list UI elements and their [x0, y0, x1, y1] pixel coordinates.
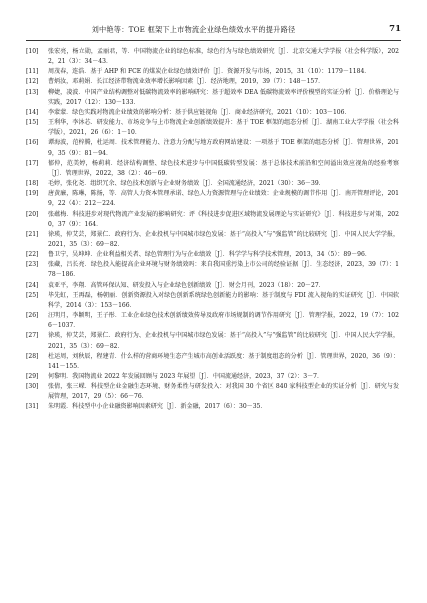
header-rule [26, 40, 401, 41]
reference-text: 袁亚平，李翔．高管环保认知、研发投入与企业绿色创新绩效［J］．财会月刊，2023（18）：20－27． [48, 281, 325, 289]
reference-entry [26, 118, 399, 138]
reference-number: [28] [26, 352, 39, 360]
reference-number: [19] [26, 190, 39, 198]
reference-text: 唐黄廉，陈琳，陈扬，等．高管人力资本管理承诺、绿色人力资源管理与企业绩效：企业规模的调节作用［J］．南开管理评论，2019，22（4）：212－224． [48, 190, 399, 208]
reference-number: [17] [26, 159, 39, 167]
reference-number: [13] [26, 88, 39, 96]
reference-text: 徐瑛，仲艾芸，郑景仁．政府行为、企业投机与中国城市绿色发展：基于“高投入”与“强监管”的比较研究［J］．中国人民大学学报，2021，35（3）：69－82． [48, 230, 399, 248]
reference-list [26, 47, 399, 413]
reference-entry [26, 352, 399, 372]
reference-number: [12] [26, 78, 39, 86]
reference-number: [29] [26, 373, 39, 380]
reference-entry [26, 88, 399, 108]
reference-entry [26, 67, 399, 77]
reference-entry [26, 230, 399, 250]
reference-text: 曹炳汝，邓莉娟．长江经济带物流业效率增长影响因素［J］．经济地理，2019，39（7）：148－157． [48, 78, 325, 86]
reference-number: [14] [26, 108, 39, 116]
reference-number: [20] [26, 210, 39, 218]
reference-entry [26, 331, 399, 351]
reference-entry [26, 159, 399, 179]
reference-entry [26, 402, 399, 412]
reference-entry [26, 250, 399, 260]
reference-entry [26, 108, 399, 118]
reference-number: [26] [26, 312, 39, 320]
reference-text: 朱明霞．科技型中小企业融资影响因素研究［J］．新金融，2017（6）：30－35． [48, 403, 267, 411]
reference-text: 徐瑛，仲艾芸，郑景仁．政府行为、企业投机与中国城市绿色发展：基于“高投入”与“强监管”的比较研究［J］．中国人民大学学报，2021，35（3）：69－82． [48, 332, 399, 350]
reference-text: 谭海波，范梓腾，杜运周．技术管理能力、注意力分配与地方政府网站建设：一项基于 TOE 框架的组态分析［J］．管理世界，2019，35（9）：81－94． [48, 139, 399, 157]
reference-number: [23] [26, 261, 39, 269]
reference-text: 汪明月，李颖明，王子彤．工业企业绿色技术创新绩效传导及政府市场规制的调节作用研究［J］．管理学报，2022，19（7）：1026－1037． [48, 312, 399, 330]
reference-entry [26, 210, 399, 230]
reference-number: [15] [26, 119, 39, 127]
reference-text: 柳婕，凌波．中国产业结构调整对低碳物流效率的影响研究：基于超效率 DEA 低碳物流效率评价模型的实证分析［J］．价格理论与实践，2017（12）：130－133． [48, 88, 399, 106]
reference-entry [26, 47, 399, 67]
reference-entry [26, 179, 399, 189]
reference-number: [22] [26, 251, 39, 259]
reference-number: [10] [26, 48, 39, 55]
reference-text: 张蕴梅．科技进步对现代物流产业发展的影响研究：评《科技进步促进区域物流发展理论与实证研究》［J］．科技进步与对策，2020，37（9）：164． [48, 210, 399, 228]
reference-text: 张宏亮，杨立勋，孟丽君，等．中国物流企业的绿色标准，绿色行为与绿色绩效研究［J］．北京交通大学学报（社会科学版），2022，21（3）：34－43． [48, 48, 399, 66]
reference-entry [26, 311, 399, 331]
reference-number: [11] [26, 68, 39, 76]
reference-entry [26, 372, 399, 382]
reference-text: 毕先虹，王再磊，杨朝丽．创新资源投入对绿色创新系统绿色创新能力的影响：基于制度与 FDI 流入视角的实证研究［J］．中国软科学，2014（3）：153－166． [48, 291, 399, 309]
reference-text: 张倩，张三嵘．科技型企业金融生态环境、财务柔性与研发投入：对我国 30 个省区 840 家科技型企业的实证分析［J］．研究与发展管理，2017，29（5）：66－76． [48, 383, 399, 401]
reference-entry [26, 291, 399, 311]
reference-entry [26, 77, 399, 87]
reference-number: [25] [26, 291, 39, 299]
reference-text: 杜运周，刘秋辰，程建青．什么样的营商环境生态产生城市高创业活跃度：基于制度组态的分析［J］．管理世界，2020，36（9）：141－155． [48, 352, 399, 370]
reference-number: [31] [26, 403, 39, 411]
running-title: 刘中艳等：TOE 框架下上市物流企业绿色绩效水平的提升路径 [91, 25, 296, 34]
reference-number: [27] [26, 332, 39, 340]
reference-text: 何黎明．我国物流业 2022 年发展回顾与 2023 年展望［J］．中国流通经济，2023，37（2）：3－7． [48, 373, 324, 380]
reference-number: [30] [26, 383, 39, 391]
reference-entry [26, 189, 399, 209]
reference-number: [18] [26, 180, 39, 188]
reference-entry [26, 260, 399, 280]
reference-text: 王利华，李沐芯．研发能力、市场竞争与上市物流企业创新绩效提升：基于 TOE 框架的组态分析［J］．湖南工业大学学报（社会科学版），2021，26（6）：1－10． [48, 119, 399, 137]
reference-entry [26, 281, 399, 291]
reference-number: [21] [26, 230, 39, 238]
running-header [26, 25, 401, 39]
reference-entry [26, 382, 399, 402]
reference-text: 周茂春，连浩．基于 AHP 和 FCE 的煤炭企业绿色绩效评价［J］．资源开发与市场，2015，31（10）：1179－1184． [48, 68, 371, 76]
reference-text: 毛婷，张化尧．组织冗余、绿色技术创新与企业财务绩效［J］．全国流通经济，2021（30）：36－39． [48, 180, 325, 188]
reference-number: [16] [26, 139, 39, 147]
reference-text: 张藏，吕长亮．绿色投入能提高企业环境与财务绩效吗：来自我国重污染上市公司的经验证据［J］．生态经济，2023，39（7）：178－186． [48, 261, 399, 279]
reference-entry [26, 138, 399, 158]
page-number: 71 [389, 24, 401, 34]
reference-text: 鲁卫宁，吴坤坤．企业利益相关者、绿色管理行为与企业绩效［J］．科学学与科学技术管理，2013，34（5）：89－96． [48, 251, 371, 259]
reference-text: 李蒙蒙．绿色实践对物流企业绩效的影响分析：基于供应链视角［J］．商业经济研究，2021（10）：103－106． [48, 108, 351, 116]
reference-number: [24] [26, 281, 39, 289]
reference-text: 郁仲，范美婷，杨莉莉．经济结构调整、绿色技术进步与中国低碳转型发展：基于总体技术前沿和空间溢出效应视角的经验考察［J］．管理世界，2022，38（2）：46－69． [48, 159, 399, 177]
